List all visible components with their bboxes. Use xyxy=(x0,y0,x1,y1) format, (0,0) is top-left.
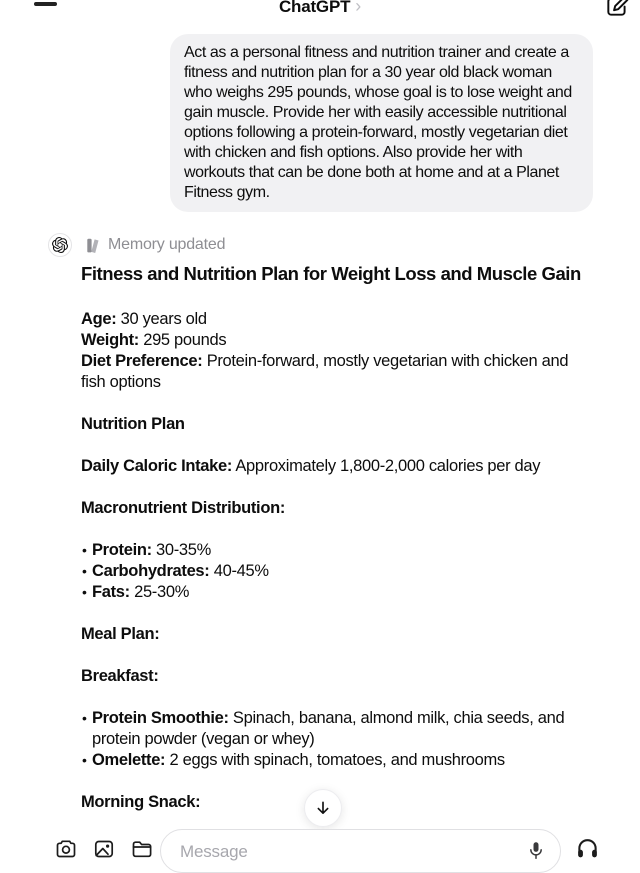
text-segment-bold: Morning Snack: xyxy=(81,793,201,811)
memory-icon xyxy=(85,237,102,254)
assistant-block xyxy=(81,666,580,687)
text-segment: 295 pounds xyxy=(138,331,227,349)
new-chat-button[interactable] xyxy=(604,0,630,19)
photo-icon xyxy=(92,837,116,861)
text-segment-bold: Diet Preference: xyxy=(81,352,203,370)
camera-icon xyxy=(54,837,78,861)
scroll-to-bottom-button[interactable] xyxy=(304,789,342,827)
text-segment-bold: Macronutrient Distribution: xyxy=(81,499,286,517)
text-segment: 2 eggs with spinach, tomatoes, and mushrooms xyxy=(165,751,505,769)
text-segment-bold: Fats: xyxy=(92,583,130,601)
text-segment: Spinach, banana, almond milk, chia seeds, and protein powder (vegan or whey) xyxy=(92,709,565,748)
text-line xyxy=(81,666,580,687)
text-line xyxy=(81,456,580,477)
text-segment-bold: Age: xyxy=(81,310,117,328)
assistant-block xyxy=(81,309,580,393)
text-segment-bold: Protein: xyxy=(92,541,152,559)
text-segment-bold: Daily Caloric Intake: xyxy=(81,457,233,475)
text-line xyxy=(81,498,580,519)
bullet-item xyxy=(81,708,580,750)
text-line xyxy=(81,624,580,645)
bullet-item xyxy=(81,582,580,603)
text-segment-bold: Meal Plan: xyxy=(81,625,160,643)
text-line xyxy=(81,414,580,435)
camera-button[interactable] xyxy=(54,837,78,866)
chevron-right-icon: › xyxy=(355,0,362,16)
text-segment-bold: Breakfast: xyxy=(81,667,159,685)
assistant-block xyxy=(81,498,580,519)
text-segment: Approximately 1,800-2,000 calories per day xyxy=(232,457,541,475)
text-segment-bold: Nutrition Plan xyxy=(81,415,185,433)
text-segment-bold: Protein Smoothie: xyxy=(92,709,229,727)
assistant-block xyxy=(81,624,580,645)
avatar xyxy=(48,233,72,257)
text-segment-bold: Carbohydrates: xyxy=(92,562,210,580)
page-title: ChatGPT xyxy=(278,0,351,16)
assistant-message-body xyxy=(81,309,580,834)
user-message-text: Act as a personal fitness and nutrition trainer and create a fitness and nutrition plan for a 30 year old black woman who weighs 295 pounds, whose goal is to lose weight and gain muscle. Provide her with easily accessible nutritional options following a protein-forward, mostly vegetarian diet with chicken and fish options. Also provide her with workouts that can be done both at home and at a Planet Fitness gym. xyxy=(184,44,572,201)
folder-icon xyxy=(130,837,154,861)
bullet-item xyxy=(81,540,580,561)
user-message-bubble xyxy=(170,34,593,212)
text-segment: 40-45% xyxy=(209,562,269,580)
message-input-bar xyxy=(160,829,561,873)
text-segment: Protein-forward, mostly vegetarian with chicken and fish options xyxy=(81,352,569,391)
bullet-item xyxy=(81,750,580,771)
text-segment-bold: Weight: xyxy=(81,331,139,349)
app-header xyxy=(0,0,640,26)
text-segment: 30 years old xyxy=(116,310,207,328)
message-input[interactable] xyxy=(178,837,502,867)
microphone-icon xyxy=(526,840,546,862)
headphones-icon xyxy=(575,836,600,861)
text-line xyxy=(81,330,580,351)
assistant-header-row xyxy=(48,233,225,257)
files-button[interactable] xyxy=(130,837,154,866)
text-segment: 30-35% xyxy=(151,541,211,559)
compose-icon xyxy=(604,0,630,19)
chat-title-dropdown[interactable] xyxy=(0,0,640,17)
text-line xyxy=(81,309,580,330)
text-segment: 25-30% xyxy=(129,583,190,601)
text-line xyxy=(81,351,580,393)
assistant-block xyxy=(81,540,580,603)
assistant-block xyxy=(81,414,580,435)
arrow-down-icon xyxy=(314,799,332,817)
assistant-block xyxy=(81,708,580,771)
photo-library-button[interactable] xyxy=(92,837,116,866)
voice-mode-button[interactable] xyxy=(575,836,600,866)
dictation-button[interactable] xyxy=(526,840,546,867)
text-segment-bold: Omelette: xyxy=(92,751,166,769)
openai-logo-icon xyxy=(52,237,68,253)
memory-updated-label: Memory updated xyxy=(108,236,226,253)
assistant-block xyxy=(81,456,580,477)
assistant-heading: Fitness and Nutrition Plan for Weight Loss and Muscle Gain xyxy=(81,263,581,284)
memory-updated-chip[interactable] xyxy=(85,236,225,254)
bullet-item xyxy=(81,561,580,582)
